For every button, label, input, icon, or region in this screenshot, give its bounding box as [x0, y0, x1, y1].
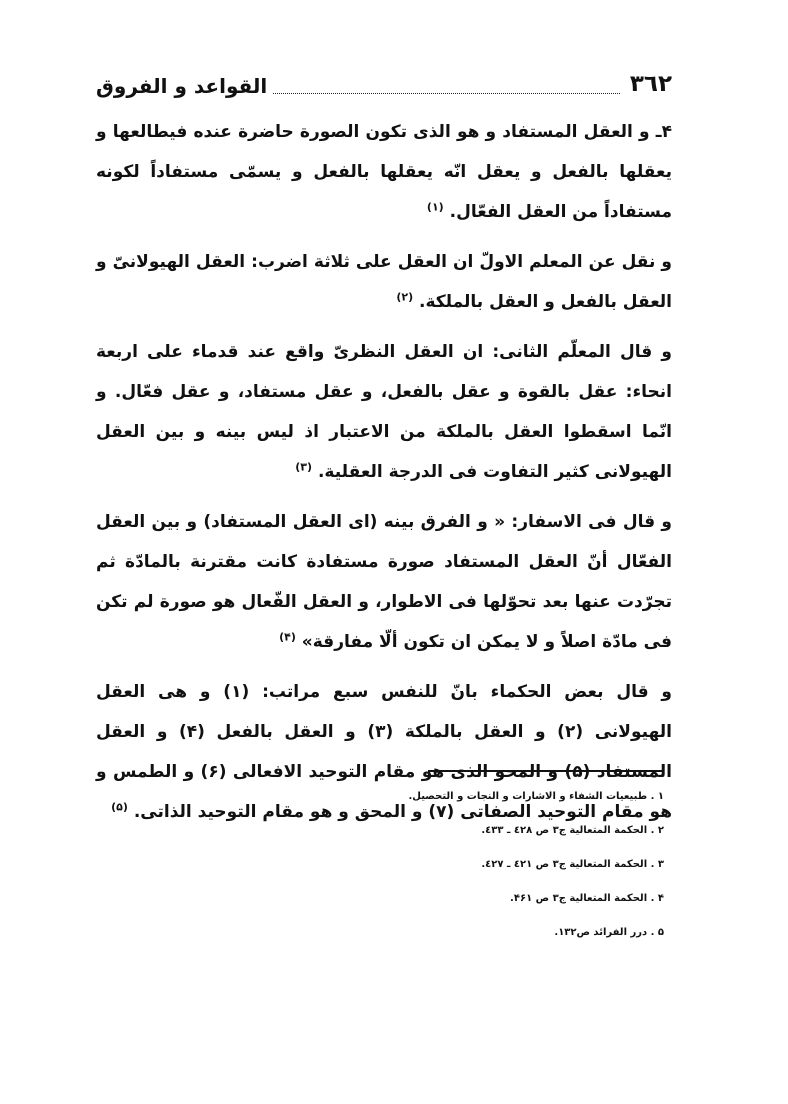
- footnote-1: ١ . طبيعيات الشفاء و الاشارات و النجات و التحصيل.: [408, 791, 664, 802]
- paragraph-text: و قال بعض الحكماء بانّ للنفس سبع مراتب: (١) و هى العقل الهيولانى (٢) و العقل بالملكة (٣) و العقل بالفعل (۴) و العقل المستفاد (۵) و المحو الذى هو مقام التوحيد الافعالى (۶) و الطمس و هو مقام التوحيد الصفاتى (٧) و المحق و هو مقام التوحيد الذاتى.: [96, 682, 672, 822]
- main-text: [96, 112, 672, 842]
- footnote-2: ٢ . الحكمة المتعالية ج٣ ص ٤٢٨ ـ ٤٣٣.: [481, 825, 664, 836]
- footnote-separator: [428, 770, 664, 772]
- footnote-4: ۴ . الحكمة المتعالية ج٣ ص ۴۶١.: [510, 893, 664, 904]
- footnote-marker: (٢): [396, 290, 414, 304]
- page-header: [96, 62, 672, 102]
- running-title: القواعد و الفروق: [96, 74, 268, 98]
- paragraph-text: و قال المعلّم الثانى: ان العقل النظرىّ واقع عند قدماء على اربعة انحاء: عقل بالقوة و عقل بالفعل، و عقل مستفاد، و عقل فعّال. و انّما اسقطوا العقل بالملكة من الاعتبار اذ ليس بينه و بين العقل الهيولانى كثير التفاوت فى الدرجة العقلية.: [96, 342, 672, 482]
- footnotes: [96, 788, 672, 958]
- header-dotted-leader: [273, 93, 620, 94]
- paragraph-text: و قال فى الاسفار: « و الفرق بينه (اى العقل المستفاد) و بين العقل الفعّال أنّ العقل المستفاد صورة مستفادة كانت مقترنة بالمادّة ثم تجرّدت عنها بعد تحوّلها فى الاطوار، و العقل الفّعال هو صورة لم تكن فى مادّة اصلاً و لا يمكن ان تكون ألّا مفارقة»: [96, 512, 672, 652]
- paragraph-3: [96, 332, 672, 492]
- page-number: ٣٦٢: [629, 71, 672, 97]
- paragraph-2: [96, 242, 672, 322]
- footnote-marker: (۵): [111, 800, 128, 814]
- footnote-3: ٣ . الحكمة المتعالية ج٣ ص ٤٢١ ـ ٤٢٧.: [481, 859, 664, 870]
- footnote-marker: (۴): [279, 630, 296, 644]
- paragraph-text: و نقل عن المعلم الاولّ ان العقل على ثلاثة اضرب: العقل الهيولانىّ و العقل بالفعل و العقل بالملكة.: [96, 252, 672, 312]
- paragraph-4: [96, 502, 672, 662]
- paragraph-text: ۴ـ و العقل المستفاد و هو الذى تكون الصورة حاضرة عنده فيطالعها و يعقلها بالفعل و يعقل انّه يعقلها بالفعل و يسمّى مستفاداً لكونه مستفاداً من العقل الفعّال.: [96, 122, 672, 222]
- footnote-marker: (٣): [295, 460, 313, 474]
- footnote-marker: (١): [426, 200, 444, 214]
- footnote-5: ۵ . درر الفرائد ص١٣٢.: [554, 927, 664, 938]
- paragraph-1: [96, 112, 672, 232]
